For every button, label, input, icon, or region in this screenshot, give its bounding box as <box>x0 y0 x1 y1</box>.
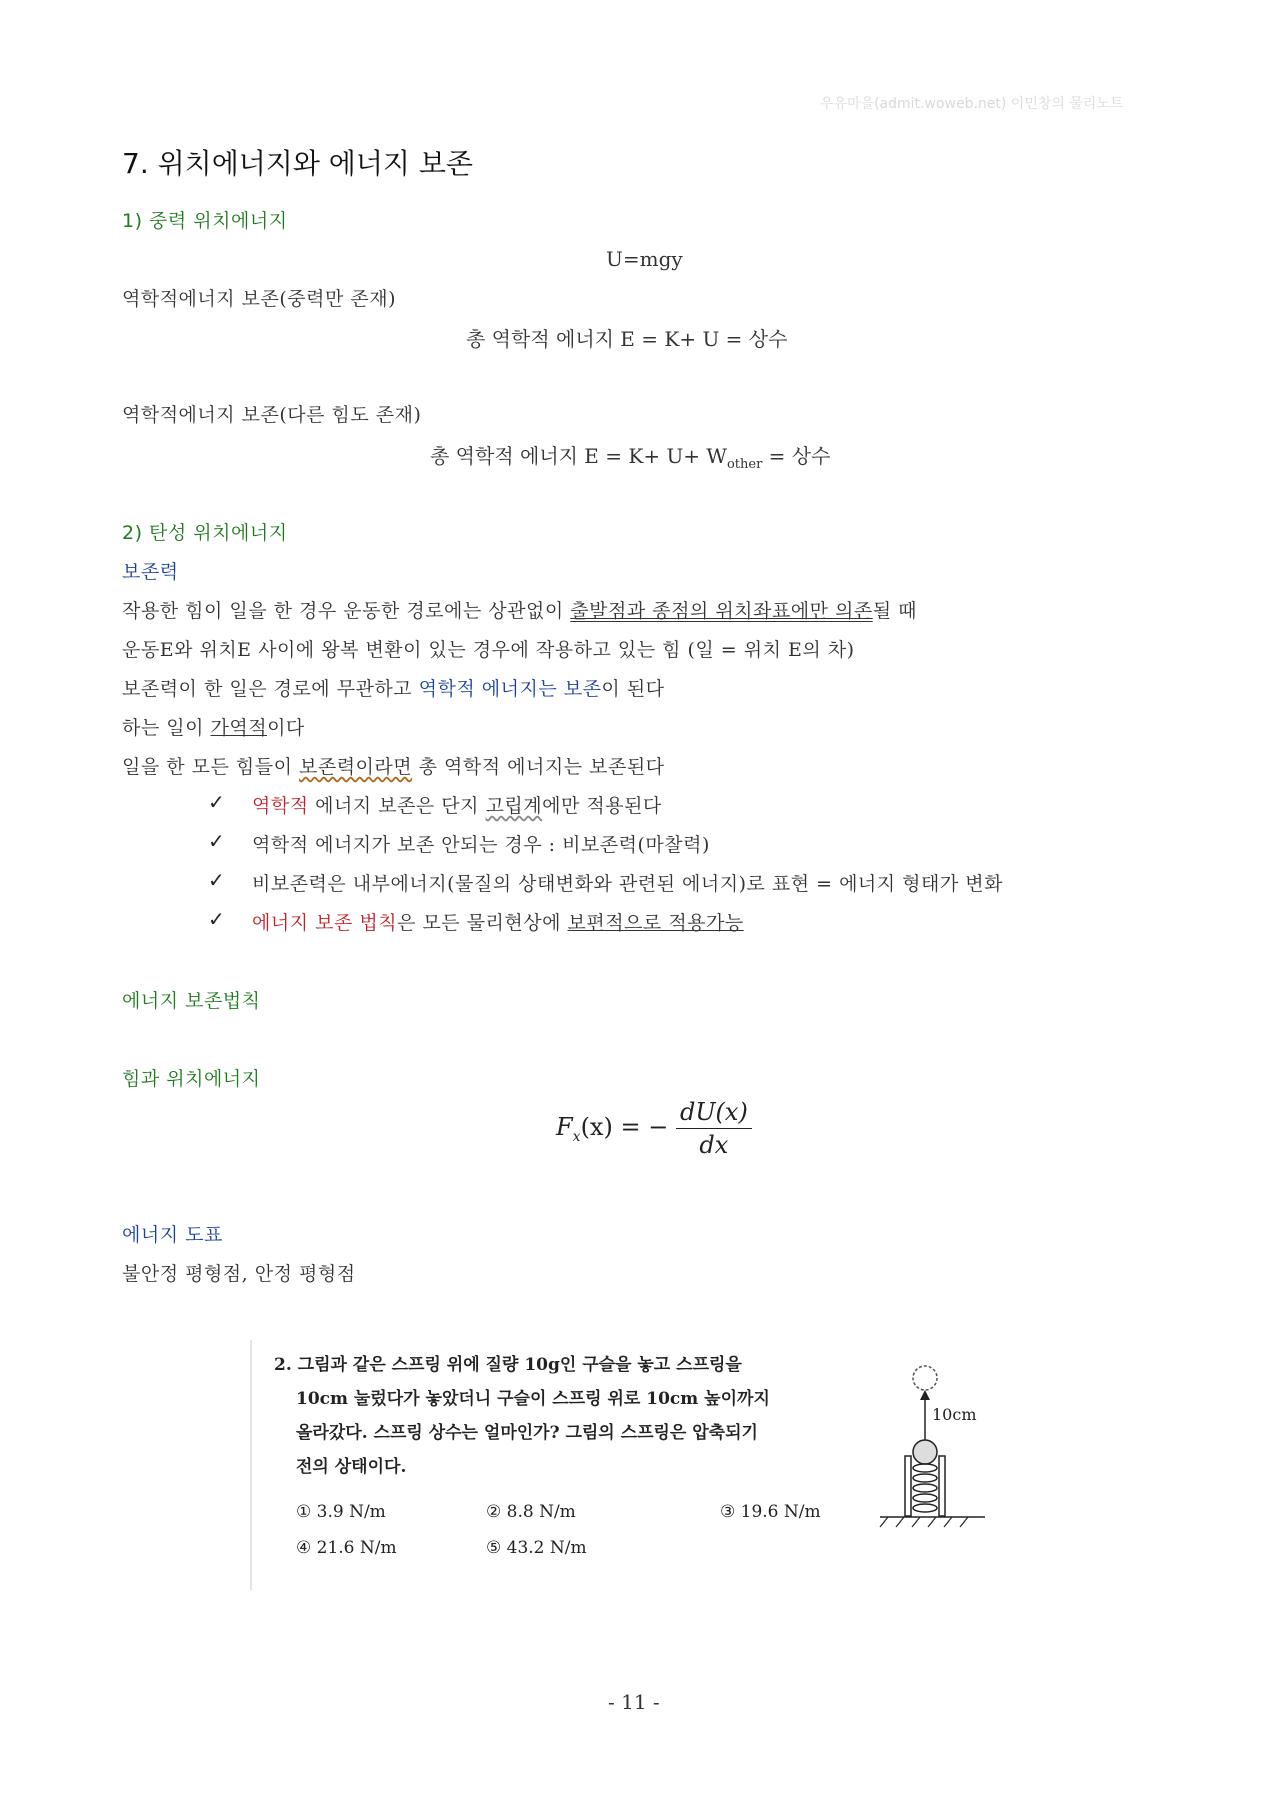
option-3: ③ 19.6 N/m <box>720 1502 821 1522</box>
cons2-equation: 총 역학적 에너지 $E = K+ U+ W_{other}$ = 상수 <box>430 444 831 472</box>
bullet-4: 에너지 보존 법칙은 모든 물리현상에 보편적으로 적용가능 <box>252 912 744 934</box>
sec1-heading: 1) 중력 위치에너지 <box>122 210 288 232</box>
page-title: 7. 위치에너지와 에너지 보존 <box>122 147 473 180</box>
problem-line-1: 2. 그림과 같은 스프링 위에 질량 10g인 구슬을 놓고 스프링을 <box>274 1355 742 1375</box>
energy-diagram-heading: 에너지 도표 <box>122 1224 223 1246</box>
equilibrium-text: 불안정 평형점, 안정 평형점 <box>122 1263 356 1285</box>
option-5: ⑤ 43.2 N/m <box>486 1538 587 1558</box>
bullet-2: 역학적 에너지가 보존 안되는 경우 : 비보존력(마찰력) <box>252 834 710 856</box>
problem-line-3: 올라갔다. 스프링 상수는 얼마인가? 그림의 스프링은 압축되기 <box>296 1423 758 1443</box>
problem-line-4: 전의 상태이다. <box>296 1457 407 1477</box>
check-icon: ✓ <box>208 868 225 892</box>
option-2: ② 8.8 N/m <box>486 1502 576 1522</box>
line-4: 하는 일이 가역적이다 <box>122 717 305 739</box>
figure-height-label: 10cm <box>932 1405 977 1424</box>
conservative-force-heading: 보존력 <box>122 561 179 583</box>
option-1: ① 3.9 N/m <box>296 1502 386 1522</box>
check-icon: ✓ <box>208 829 225 853</box>
force-formula: $F_x(x)$ = − $\frac{dU(x)}{dx}$ <box>556 1098 752 1159</box>
gravity-formula: U=mgy <box>606 247 683 271</box>
bullet-3: 비보존력은 내부에너지(물질의 상태변화와 관련된 에너지)로 표현 = 에너지 형태가 변화 <box>252 873 1003 895</box>
page-number: - 11 - <box>608 1690 660 1714</box>
check-icon: ✓ <box>208 907 225 931</box>
cons1-label: 역학적에너지 보존(중력만 존재) <box>122 288 397 310</box>
problem-line-2: 10cm 눌렀다가 놓았더니 구슬이 스프링 위로 10cm 높이까지 <box>296 1389 770 1409</box>
problem-box <box>250 1340 1020 1590</box>
line-1: 작용한 힘이 일을 한 경우 운동한 경로에는 상관없이 출발점과 종점의 위치좌표에만 의존될 때 <box>122 600 917 622</box>
sec2-heading: 2) 탄성 위치에너지 <box>122 522 288 544</box>
line-2: 운동E와 위치E 사이에 왕복 변환이 있는 경우에 작용하고 있는 힘 (일 = 위치 E의 차) <box>122 639 855 661</box>
line-5: 일을 한 모든 힘들이 보존력이라면 총 역학적 에너지는 보존된다 <box>122 756 665 778</box>
check-icon: ✓ <box>208 790 225 814</box>
cons1-equation: 총 역학적 에너지 E = K+ U = 상수 <box>466 327 788 351</box>
header-watermark: 우유마을(admit.woweb.net) 이민창의 물리노트 <box>820 96 1124 112</box>
line-3: 보존력이 한 일은 경로에 무관하고 역학적 에너지는 보존이 된다 <box>122 678 665 700</box>
bullet-1: 역학적 에너지 보존은 단지 고립계에만 적용된다 <box>252 795 662 817</box>
cons2-label: 역학적에너지 보존(다른 힘도 존재) <box>122 404 422 426</box>
option-4: ④ 21.6 N/m <box>296 1538 397 1558</box>
spring-figure <box>870 1360 1020 1540</box>
energy-conservation-heading: 에너지 보존법칙 <box>122 990 261 1012</box>
force-potential-heading: 힘과 위치에너지 <box>122 1068 261 1090</box>
